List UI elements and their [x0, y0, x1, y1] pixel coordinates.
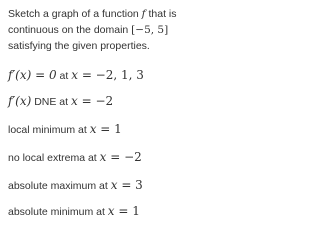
function-symbol: f [141, 8, 146, 20]
property-absolute-maximum [8, 178, 198, 193]
problem-statement [8, 6, 196, 54]
property-derivative-zero [8, 68, 198, 83]
property-expression: f′(x) = 0 [8, 68, 57, 82]
property-values: = −2 [106, 150, 142, 164]
property-derivative-dne [8, 94, 198, 109]
property-no-local-extrema [8, 150, 198, 165]
intro-text-3: satisfying the given properties. [8, 40, 150, 52]
property-local-minimum [8, 122, 198, 137]
property-values: = −2, 1, 3 [78, 68, 144, 82]
property-variable: x [110, 178, 118, 192]
property-variable: x [70, 94, 78, 108]
property-absolute-minimum [8, 204, 198, 219]
property-variable: x [99, 150, 107, 164]
property-connector: absolute maximum at [8, 180, 111, 192]
property-connector: DNE at [31, 96, 71, 108]
property-values: = 1 [96, 122, 122, 136]
property-variable: x [107, 204, 115, 218]
property-expression: f′(x) [8, 94, 32, 108]
intro-text-2: that is continuous on the domain [8, 8, 177, 36]
property-variable: x [89, 122, 97, 136]
property-values: = 3 [117, 178, 143, 192]
property-connector: absolute minimum at [8, 206, 108, 218]
intro-text-1: Sketch a graph of a function [8, 8, 142, 20]
property-values: = 1 [114, 204, 140, 218]
property-connector: no local extrema at [8, 152, 100, 164]
domain-interval: [−5, 5] [131, 24, 169, 36]
property-variable: x [71, 68, 78, 82]
property-values: = −2 [77, 94, 114, 108]
property-connector: at [56, 70, 72, 82]
property-connector: local minimum at [8, 124, 90, 136]
